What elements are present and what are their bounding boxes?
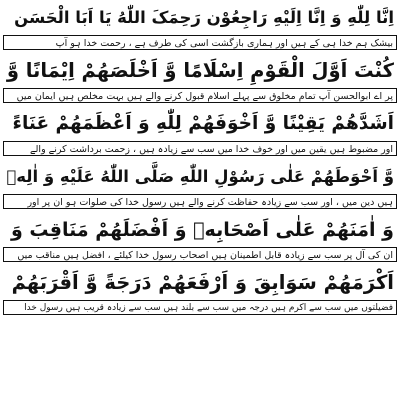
arabic-verse-line-4: وَّ اَحْوَطَهُمْ عَلٰی رَسُوْلِ اللّٰهِ صَلَّی اللّٰهُ عَلَیْهِ وَ اٰلِهٖ [6,167,394,186]
urdu-translation-line-6: فضیلتوں میں سب سے اکرم ہیں درجہ میں سب سے بلند ہیں سب سے زیادہ قریب ہیں رسول خدا [3,300,397,315]
arabic-verse-line-5: وَ اٰمَنَهُمْ عَلٰی اَصْحَابِهٖ وَ اَفْضَلَهُمْ مَنَاقِبَ وَ [10,219,394,241]
urdu-translation-line-3: اور مضبوط ہیں یقین میں اور خوف خدا میں سب سے زیادہ ہیں ، زحمت برداشت کرنے والے [3,141,397,156]
urdu-translation-line-2: پر اے ابوالحسن آپ تمام مخلوق سے پہلے اسلام قبول کرنے والے ہیں بہت مخلص ہیں ایمان میں [3,88,397,103]
arabic-verse-line-2: کُنْتَ اَوَّلَ الْقَوْمِ اِسْلَامًا وَّ اَخْلَصَهُمْ اِیْمَانًا وَّ [6,59,394,82]
prayer-text-page [3,2,397,405]
urdu-translation-line-4: ہیں دین میں ، اور سب سے زیادہ حفاظت کرنے والے ہیں رسول خدا کی صلوات ہو ان پر اور [3,194,397,209]
urdu-translation-line-1: بیشک ہم خدا ہی کے ہیں اور ہماری بازگشت اسی کی طرف ہے ، رحمت خدا ہو آپ [3,35,397,50]
urdu-translation-line-5: ان کی آل پر سب سے زیادہ قابل اطمینان ہیں اصحاب رسول خدا کیلئے ، افضل ہیں مناقب میں [3,247,397,262]
arabic-verse-line-1: اِنَّا لِلّٰهِ وَ اِنَّا اِلَیْهِ رَاجِعُوْن رَحِمَکَ اللّٰهُ یَا اَبَا الْحَسَن [14,8,394,27]
arabic-verse-line-6: اَکْرَمَهُمْ سَوَابِقَ وَ اَرْفَعَهُمْ دَرَجَةً وَّ اَقْرَبَهُمْ [11,271,394,294]
arabic-verse-line-3: اَشَدَّهُمْ یَقِیْنًا وَّ اَخْوَفَهُمْ لِلّٰهِ وَ اَعْظَمَهُمْ عَنَاءً [12,113,394,134]
